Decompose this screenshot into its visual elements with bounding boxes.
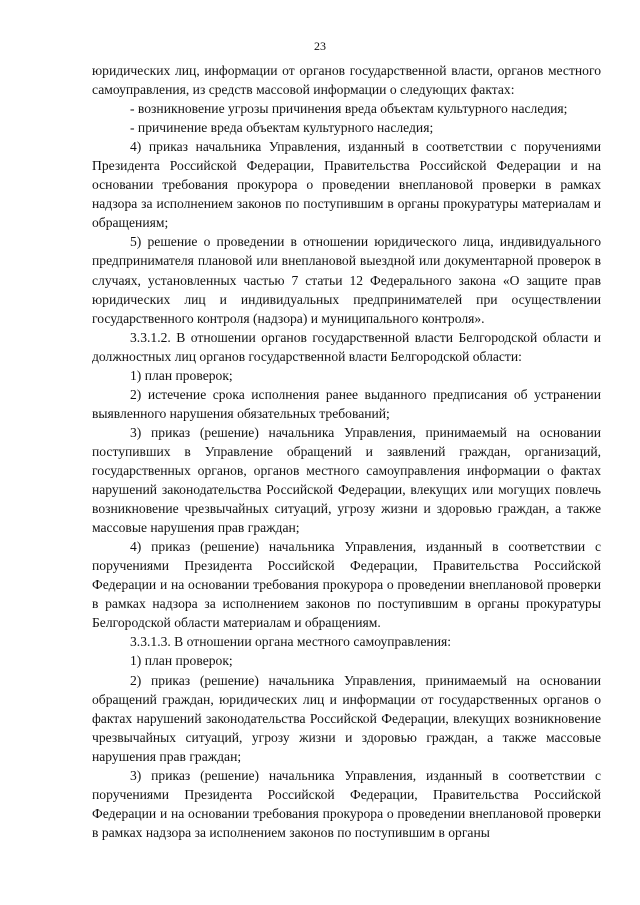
list-item: 3) приказ (решение) начальника Управления, изданный в соответствии с поручениями Президента Российской Федерации, Правительства Российской Федерации и на основании требования прокурора о проведении внеплановой проверки в рамках надзора за исполнением законов по поступившим в органы <box>92 767 601 840</box>
section-heading: 3.3.1.2. В отношении органов государственной власти Белгородской области и должностных лиц органов государственной власти Белгородской области: <box>92 329 601 364</box>
list-item: 1) план проверок; <box>130 367 233 383</box>
page-number: 23 <box>314 39 326 53</box>
list-item: 4) приказ (решение) начальника Управления, изданный в соответствии с поручениями Президента Российской Федерации, Правительства Российской Федерации и на основании требования прокурора о проведении внеплановой проверки в рамках надзора за исполнением законов по поступившим в органы прокуратуры Белгородской области материалам и обращениям. <box>92 539 601 631</box>
list-item: 4) приказ начальника Управления, изданный в соответствии с поручениями Президента Российской Федерации, Правительства Российской Федерации и на основании требования прокурора о проведении внеплановой проверки в рамках надзора за исполнением законов по поступившим в органы прокуратуры материалам и обращениям; <box>92 139 601 231</box>
list-item: 2) истечение срока исполнения ранее выданного предписания об устранении выявленного нарушения обязательных требований; <box>92 386 601 421</box>
section-heading: 3.3.1.3. В отношении органа местного самоуправления: <box>130 634 452 650</box>
list-item: 2) приказ (решение) начальника Управления, принимаемый на основании обращений граждан, юридических лиц и информации от государственных органов о фактах нарушений законодательства Российской Федерации, влекущих возникновение чрезвычайных ситуаций, угрозу жизни и здоровью граждан, а также массовые нарушения прав граждан; <box>92 672 601 764</box>
list-item: 1) план проверок; <box>130 653 233 669</box>
list-item: - возникновение угрозы причинения вреда объектам культурного наследия; <box>130 101 568 117</box>
paragraph: юридических лиц, информации от органов государственной власти, органов местного самоуправления, из средств массовой информации о следующих фактах: <box>92 63 601 98</box>
list-item: 5) решение о проведении в отношении юридического лица, индивидуального предпринимателя плановой или внеплановой выездной или документарной проверок в случаях, установленных частью 7 статьи 12 Федерального закона «О защите прав юридических лиц и индивидуальных предпринимателей при осуществлении государственного контроля (надзора) и муниципального контроля». <box>92 234 601 326</box>
list-item: - причинение вреда объектам культурного наследия; <box>130 120 434 136</box>
list-item: 3) приказ (решение) начальника Управления, принимаемый на основании поступивших в Управление обращений и заявлений граждан, организаций, государственных органов, органов местного самоуправления информации о фактах нарушений законодательства Российской Федерации, влекущих или могущих повлечь возникновение чрезвычайных ситуаций, угрозу жизни и здоровью граждан, а также массовые нарушения прав граждан; <box>92 424 601 536</box>
document-body <box>92 61 601 842</box>
